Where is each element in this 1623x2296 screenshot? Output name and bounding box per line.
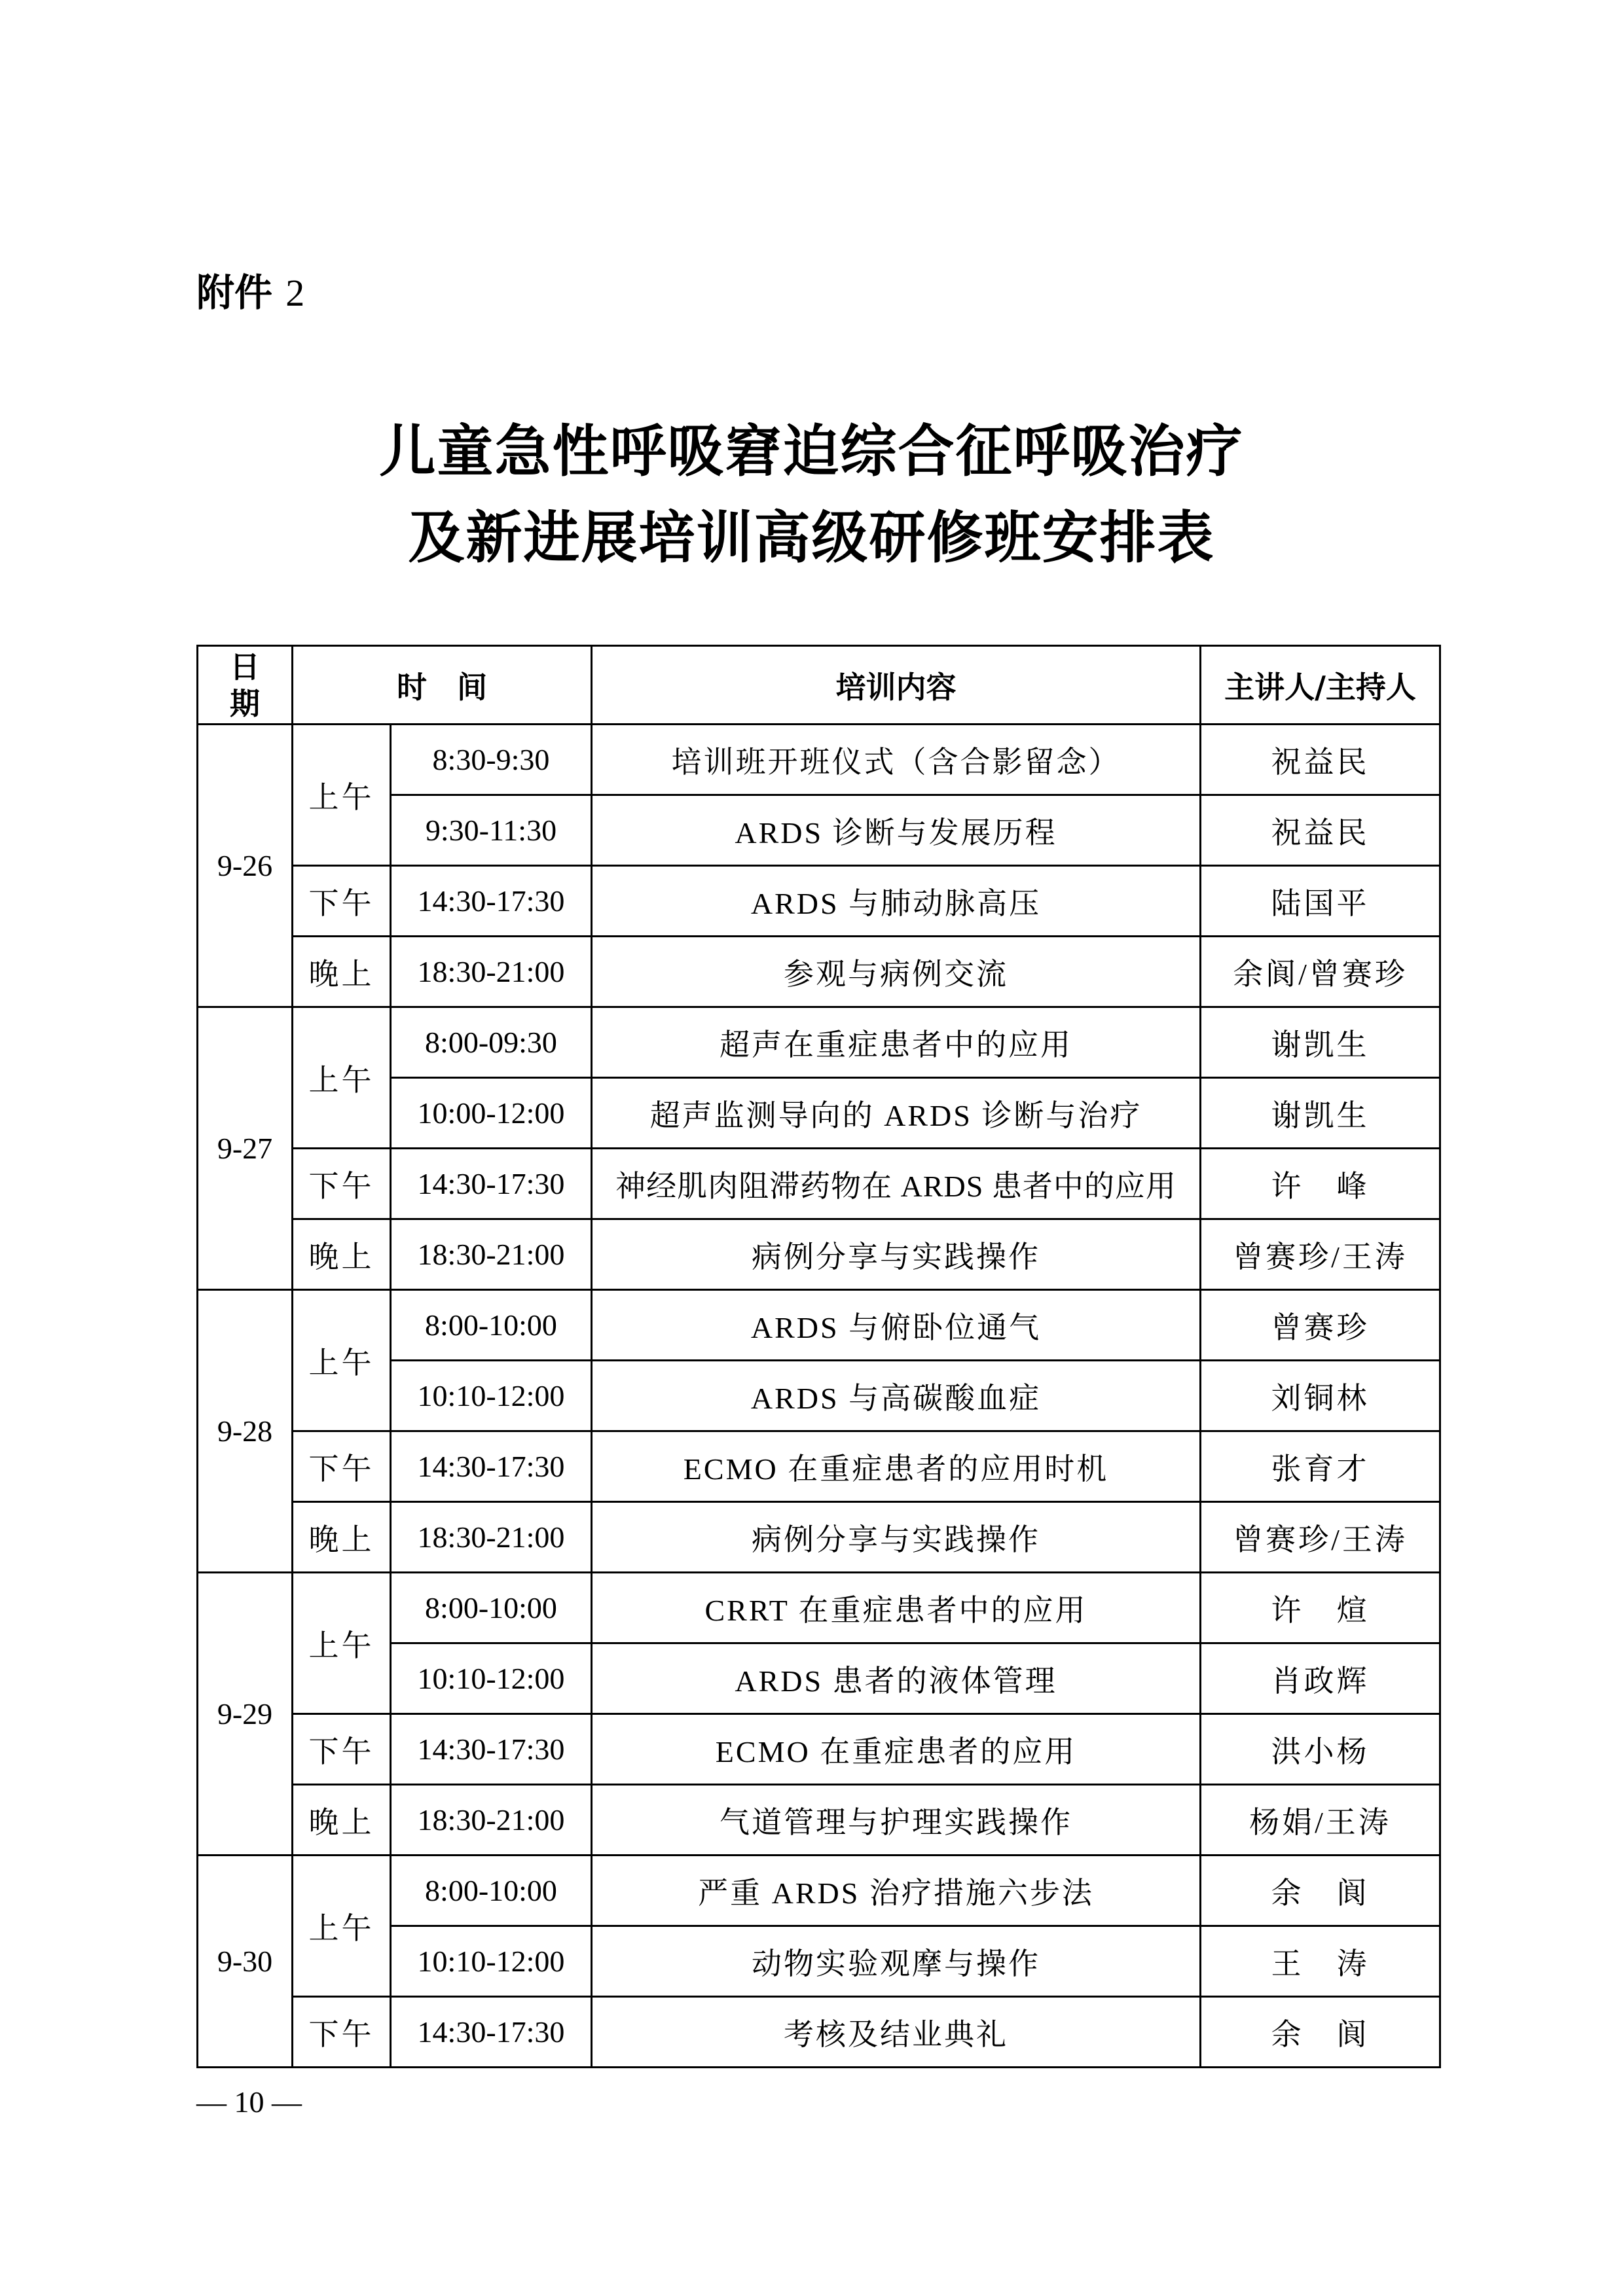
table-row	[198, 937, 1440, 1007]
time-cell: 10:10-12:00	[391, 1926, 592, 1997]
header-date	[198, 646, 293, 725]
time-cell: 14:30-17:30	[391, 1997, 592, 2068]
content-cell: ARDS 诊断与发展历程	[592, 795, 1201, 866]
speaker-cell: 洪小杨	[1201, 1714, 1440, 1785]
content-cell: 严重 ARDS 治疗措施六步法	[592, 1856, 1201, 1926]
content-cell: 超声在重症患者中的应用	[592, 1007, 1201, 1078]
time-cell: 8:00-10:00	[391, 1856, 592, 1926]
time-cell: 18:30-21:00	[391, 1219, 592, 1290]
period-cell: 上午	[293, 725, 391, 866]
speaker-cell: 谢凯生	[1201, 1078, 1440, 1149]
date-cell: 9-28	[198, 1290, 293, 1573]
content-cell: 病例分享与实践操作	[592, 1219, 1201, 1290]
period-cell: 上午	[293, 1856, 391, 1997]
content-cell: CRRT 在重症患者中的应用	[592, 1573, 1201, 1643]
header-date-top: 日	[230, 649, 260, 685]
speaker-cell: 祝益民	[1201, 795, 1440, 866]
attachment-text: 附件	[196, 270, 273, 315]
period-cell: 晚上	[293, 1502, 391, 1573]
content-cell: ARDS 与肺动脉高压	[592, 866, 1201, 937]
time-cell: 10:00-12:00	[391, 1078, 592, 1149]
time-cell: 8:30-9:30	[391, 725, 592, 795]
speaker-cell: 许 煊	[1201, 1573, 1440, 1643]
period-cell: 上午	[293, 1290, 391, 1431]
content-cell: ARDS 与高碳酸血症	[592, 1361, 1201, 1431]
table-row	[198, 1856, 1440, 1926]
table-row	[198, 1007, 1440, 1078]
time-cell: 10:10-12:00	[391, 1361, 592, 1431]
date-cell: 9-30	[198, 1856, 293, 2068]
table-row	[198, 1431, 1440, 1502]
content-cell: ARDS 患者的液体管理	[592, 1643, 1201, 1714]
content-cell: 气道管理与护理实践操作	[592, 1785, 1201, 1856]
content-cell: 病例分享与实践操作	[592, 1502, 1201, 1573]
content-cell: 培训班开班仪式（含合影留念）	[592, 725, 1201, 795]
header-content: 培训内容	[592, 646, 1201, 725]
table-row	[198, 866, 1440, 937]
time-cell: 8:00-10:00	[391, 1573, 592, 1643]
period-cell: 晚上	[293, 937, 391, 1007]
speaker-cell: 刘铜林	[1201, 1361, 1440, 1431]
time-cell: 14:30-17:30	[391, 1149, 592, 1219]
document-title-line-1: 儿童急性呼吸窘迫综合征呼吸治疗	[379, 419, 1244, 484]
attachment-number: 2	[285, 272, 305, 314]
content-cell: 超声监测导向的 ARDS 诊断与治疗	[592, 1078, 1201, 1149]
speaker-cell: 张育才	[1201, 1431, 1440, 1502]
attachment-label	[196, 262, 304, 317]
date-cell: 9-29	[198, 1573, 293, 1856]
table-row	[198, 1714, 1440, 1785]
document-title-line-2: 及新进展培训高级研修班安排表	[408, 505, 1215, 571]
table-row	[198, 725, 1440, 795]
header-time: 时 间	[293, 646, 592, 725]
content-cell: 动物实验观摩与操作	[592, 1926, 1201, 1997]
header-date-bottom: 期	[230, 685, 260, 721]
header-speaker: 主讲人/主持人	[1201, 646, 1440, 725]
content-cell: 参观与病例交流	[592, 937, 1201, 1007]
speaker-cell: 余 阆	[1201, 1856, 1440, 1926]
speaker-cell: 王 涛	[1201, 1926, 1440, 1997]
time-cell: 8:00-10:00	[391, 1290, 592, 1361]
time-cell: 18:30-21:00	[391, 1785, 592, 1856]
period-cell: 下午	[293, 1431, 391, 1502]
content-cell: ECMO 在重症患者的应用	[592, 1714, 1201, 1785]
content-cell: ARDS 与俯卧位通气	[592, 1290, 1201, 1361]
time-cell: 8:00-09:30	[391, 1007, 592, 1078]
table-row	[198, 1785, 1440, 1856]
speaker-cell: 肖政辉	[1201, 1643, 1440, 1714]
speaker-cell: 许 峰	[1201, 1149, 1440, 1219]
period-cell: 上午	[293, 1573, 391, 1714]
schedule-table	[196, 645, 1441, 2068]
speaker-cell: 祝益民	[1201, 725, 1440, 795]
period-cell: 下午	[293, 1714, 391, 1785]
period-cell: 晚上	[293, 1785, 391, 1856]
content-cell: 考核及结业典礼	[592, 1997, 1201, 2068]
table-header-row	[198, 646, 1440, 725]
time-cell: 14:30-17:30	[391, 1714, 592, 1785]
table-row	[198, 1149, 1440, 1219]
table-row	[198, 1997, 1440, 2068]
speaker-cell: 陆国平	[1201, 866, 1440, 937]
content-cell: 神经肌肉阻滞药物在 ARDS 患者中的应用	[592, 1149, 1201, 1219]
table-row	[198, 1219, 1440, 1290]
speaker-cell: 谢凯生	[1201, 1007, 1440, 1078]
time-cell: 14:30-17:30	[391, 1431, 592, 1502]
period-cell: 下午	[293, 1997, 391, 2068]
date-cell: 9-26	[198, 725, 293, 1007]
time-cell: 14:30-17:30	[391, 866, 592, 937]
time-cell: 18:30-21:00	[391, 937, 592, 1007]
table-row	[198, 1502, 1440, 1573]
speaker-cell: 余 阆	[1201, 1997, 1440, 2068]
period-cell: 晚上	[293, 1219, 391, 1290]
date-cell: 9-27	[198, 1007, 293, 1290]
time-cell: 18:30-21:00	[391, 1502, 592, 1573]
page-number: — 10 —	[196, 2085, 302, 2119]
table-row	[198, 1573, 1440, 1643]
speaker-cell: 余阆/曾赛珍	[1201, 937, 1440, 1007]
table-row	[198, 1290, 1440, 1361]
content-cell: ECMO 在重症患者的应用时机	[592, 1431, 1201, 1502]
period-cell: 上午	[293, 1007, 391, 1149]
speaker-cell: 曾赛珍/王涛	[1201, 1502, 1440, 1573]
period-cell: 下午	[293, 866, 391, 937]
time-cell: 9:30-11:30	[391, 795, 592, 866]
speaker-cell: 曾赛珍	[1201, 1290, 1440, 1361]
period-cell: 下午	[293, 1149, 391, 1219]
speaker-cell: 杨娟/王涛	[1201, 1785, 1440, 1856]
speaker-cell: 曾赛珍/王涛	[1201, 1219, 1440, 1290]
time-cell: 10:10-12:00	[391, 1643, 592, 1714]
